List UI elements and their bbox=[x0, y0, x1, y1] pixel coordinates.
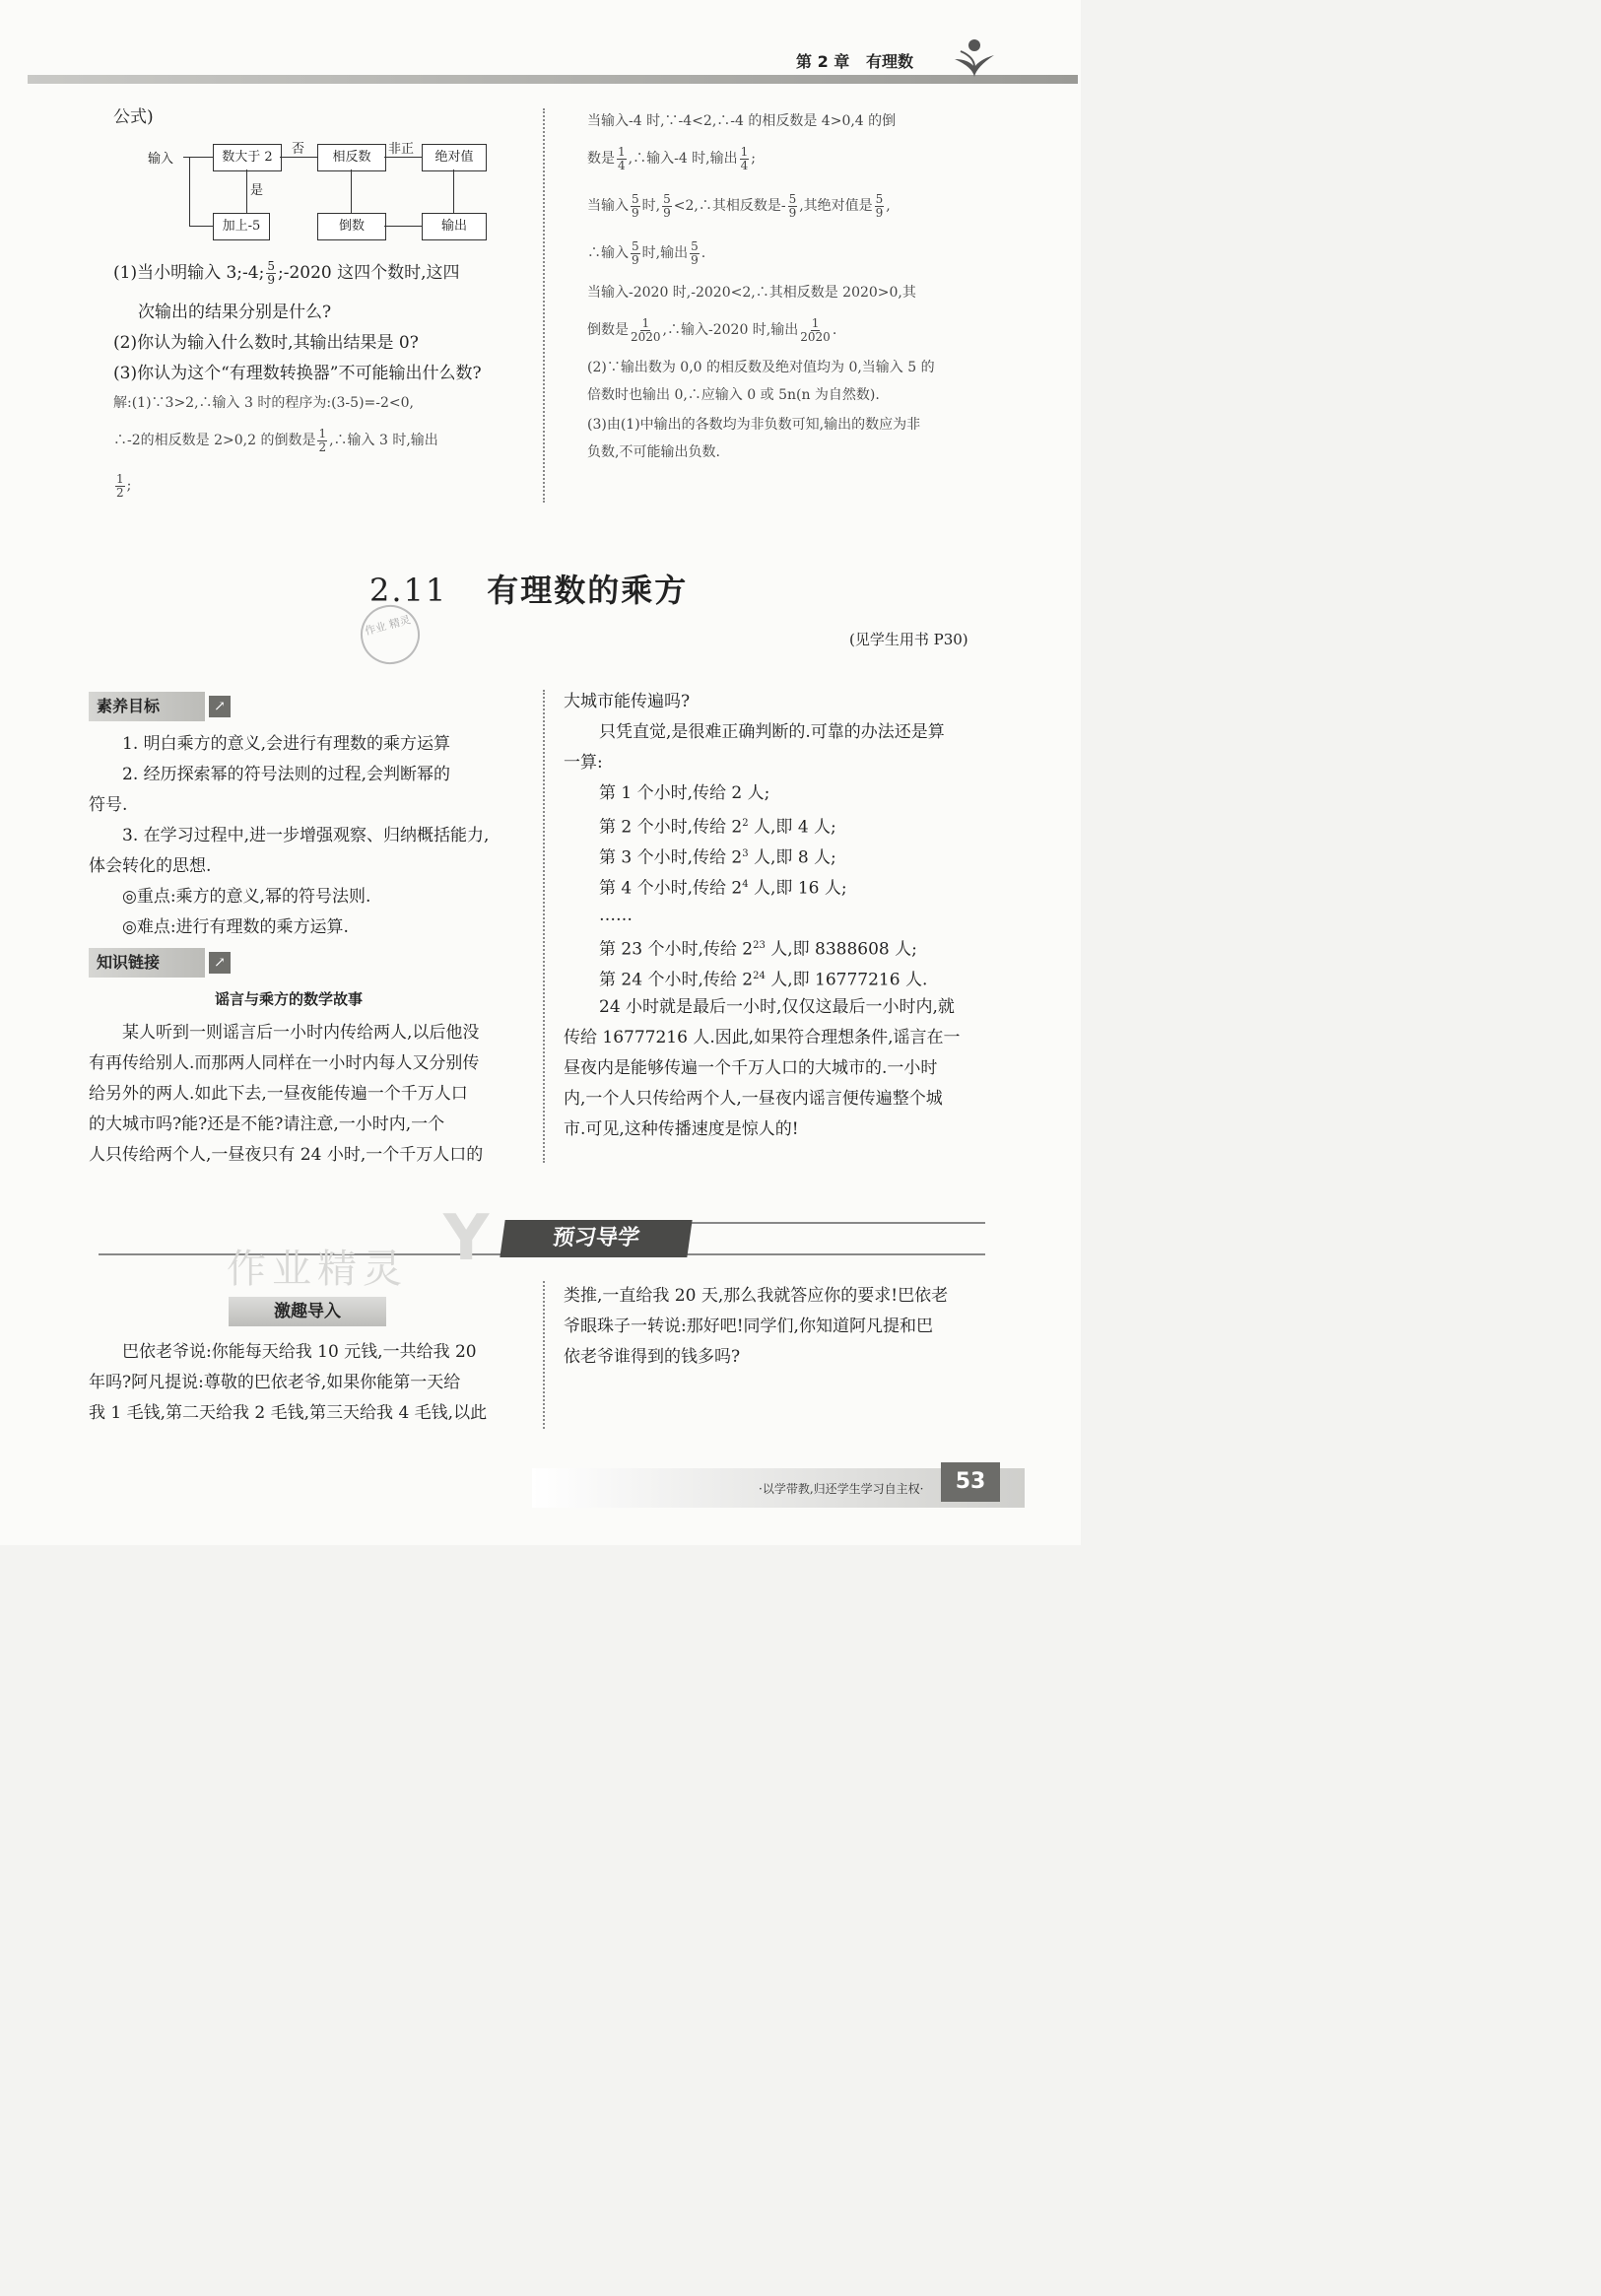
section-number: 2.11 bbox=[369, 572, 448, 609]
conclusion-4: 内,一个人只传给两个人,一昼夜内谣言便传遍整个城 bbox=[564, 1089, 943, 1109]
answer-line-1: 大城市能传遍吗? bbox=[564, 692, 691, 711]
flow-condition-box: 数大于 2 bbox=[213, 144, 282, 171]
section-title bbox=[369, 566, 688, 611]
preview-banner: 预习导学 bbox=[500, 1220, 692, 1257]
solution-r5: 当输入-2020 时,-2020<2,∴其相反数是 2020>0,其 bbox=[587, 285, 916, 301]
q1-text-b: ;-2020 这四个数时,这四 bbox=[277, 263, 460, 283]
flow-opposite-box: 相反数 bbox=[317, 144, 386, 171]
knowledge-link-tag: 知识链接 bbox=[89, 948, 205, 978]
flow-input-label: 输入 bbox=[148, 152, 174, 167]
goal-1: 1. 明白乘方的意义,会进行有理数的乘方运算 bbox=[122, 734, 451, 754]
fraction-1-4: $\frac{1}{4}$ bbox=[618, 144, 626, 172]
story-title: 谣言与乘方的数学故事 bbox=[215, 990, 364, 1008]
question-2: (2)你认为输入什么数时,其输出结果是 0? bbox=[113, 333, 419, 353]
flow-yes-label: 是 bbox=[250, 183, 264, 198]
section-name: 有理数的乘方 bbox=[487, 572, 689, 609]
story-line-1: 某人听到一则谣言后一小时内传给两人,以后他没 bbox=[122, 1023, 480, 1043]
flow-add-box: 加上-5 bbox=[213, 213, 270, 240]
hour-1: 第 1 个小时,传给 2 人; bbox=[599, 783, 770, 803]
story-b-line-5: 爷眼珠子一转说:那好吧!同学们,你知道阿凡提和巴 bbox=[564, 1317, 933, 1336]
solution-r8: 倍数时也输出 0,∴应输入 0 或 5n(n 为自然数). bbox=[587, 387, 880, 403]
solution-r10: 负数,不可能输出负数. bbox=[587, 444, 720, 460]
header-band bbox=[28, 75, 1078, 84]
intro-text: 公式) bbox=[113, 107, 154, 127]
solution-line-1: 解:(1)∵3>2,∴输入 3 时的程序为:(3-5)=-2<0, bbox=[113, 395, 414, 411]
fraction-1-2: $\frac{1}{2}$ bbox=[116, 471, 124, 500]
story-b-line-4: 类推,一直给我 20 天,那么我就答应你的要求!巴依老 bbox=[564, 1286, 949, 1306]
answer-line-3: 一算: bbox=[564, 753, 603, 773]
ellipsis: …… bbox=[599, 906, 633, 925]
key-point: ◎重点:乘方的意义,幂的符号法则. bbox=[122, 887, 371, 907]
textbook-page bbox=[0, 0, 1081, 1545]
preview-rule bbox=[690, 1222, 985, 1224]
story-line-3: 给另外的两人.如此下去,一昼夜能传遍一个千万人口 bbox=[89, 1084, 468, 1104]
flow-arrow bbox=[453, 169, 454, 213]
story-b-line-2: 年吗?阿凡提说:尊敬的巴依老爷,如果你能第一天给 bbox=[89, 1373, 461, 1392]
hour-2: 第 2 个小时,传给 $2^2$ 人,即 4 人; bbox=[599, 817, 836, 838]
column-divider bbox=[543, 108, 545, 503]
student-book-ref: (见学生用书 P30) bbox=[849, 631, 968, 648]
flow-arrow bbox=[189, 226, 213, 227]
flow-no-label: 否 bbox=[292, 142, 305, 157]
story-line-5: 人只传给两个人,一昼夜只有 24 小时,一个千万人口的 bbox=[89, 1145, 484, 1165]
flow-arrow bbox=[384, 157, 422, 158]
footer-motto: ·以学带教,归还学生学习自主权· bbox=[759, 1482, 924, 1496]
flow-arrow bbox=[384, 226, 422, 227]
flow-arrow bbox=[183, 157, 213, 158]
fraction-5-9: $\frac{5}{9}$ bbox=[267, 259, 275, 287]
hour-24: 第 24 个小时,传给 $2^{24}$ 人,即 16777216 人. bbox=[599, 970, 928, 990]
solution-r2: 数是 $\frac{1}{4}$ ,∴输入-4 时,输出 $\frac{1}{4}$ ; bbox=[587, 144, 756, 172]
answer-line-2: 只凭直觉,是很难正确判断的.可靠的办法还是算 bbox=[599, 722, 945, 742]
goal-2: 2. 经历探索幂的符号法则的过程,会判断幂的 bbox=[122, 765, 451, 784]
hour-23: 第 23 个小时,传给 $2^{23}$ 人,即 8388608 人; bbox=[599, 939, 917, 960]
goal-2-cont: 符号. bbox=[89, 795, 128, 815]
flow-arrow bbox=[351, 169, 352, 213]
flow-abs-box: 绝对值 bbox=[422, 144, 487, 171]
watermark: 作业精灵 bbox=[227, 1247, 408, 1292]
flow-arrow bbox=[280, 157, 317, 158]
flow-output-box: 输出 bbox=[422, 213, 487, 240]
fraction-1-2: $\frac{1}{2}$ bbox=[318, 426, 327, 454]
goal-3-cont: 体会转化的思想. bbox=[89, 856, 212, 876]
flow-loop-line bbox=[189, 157, 190, 226]
question-1 bbox=[113, 258, 460, 288]
story-b-line-3: 我 1 毛钱,第二天给我 2 毛钱,第三天给我 4 毛钱,以此 bbox=[89, 1403, 488, 1423]
conclusion-1: 24 小时就是最后一小时,仅仅这最后一小时内,就 bbox=[599, 997, 955, 1017]
question-1-cont: 次输出的结果分别是什么? bbox=[138, 303, 332, 322]
stamp-seal: 作业 精灵 bbox=[354, 598, 426, 670]
chapter-title: 有理数 bbox=[866, 52, 914, 71]
question-3: (3)你认为这个“有理数转换器”不可能输出什么数? bbox=[113, 364, 482, 383]
conclusion-5: 市.可见,这种传播速度是惊人的! bbox=[564, 1119, 799, 1139]
arrow-icon: ↗ bbox=[209, 696, 231, 717]
difficult-point: ◎难点:进行有理数的乘方运算. bbox=[122, 917, 349, 937]
chapter-header bbox=[796, 49, 913, 72]
solution-line-2: ∴-2的相反数是 2>0,2 的倒数是 $\frac{1}{2}$ ,∴输入 3 时,输出 bbox=[113, 426, 438, 454]
q1-text-a: (1)当小明输入 3;-4; bbox=[113, 263, 265, 283]
hour-4: 第 4 个小时,传给 $2^4$ 人,即 16 人; bbox=[599, 878, 847, 899]
story-b-line-1: 巴依老爷说:你能每天给我 10 元钱,一共给我 20 bbox=[122, 1342, 477, 1362]
solution-r3: 当输入 $\frac{5}{9}$ 时, $\frac{5}{9}$ <2,∴其相反数是- $\frac{5}{9}$ ,其绝对值是 $\frac{5}{9}$ , bbox=[587, 191, 891, 220]
goals-tag: 素养目标 bbox=[89, 692, 205, 721]
solution-r9: (3)由(1)中输出的各数均为非负数可知,输出的数应为非 bbox=[587, 417, 921, 433]
goal-3: 3. 在学习过程中,进一步增强观察、归纳概括能力, bbox=[122, 826, 490, 845]
hour-3: 第 3 个小时,传给 $2^3$ 人,即 8 人; bbox=[599, 847, 836, 868]
column-divider bbox=[543, 1281, 545, 1429]
solution-line-3: $\frac{1}{2}$ ; bbox=[116, 471, 132, 500]
solution-r1: 当输入-4 时,∵-4<2,∴-4 的相反数是 4>0,4 的倒 bbox=[587, 113, 897, 129]
solution-r4: ∴输入 $\frac{5}{9}$ 时,输出 $\frac{5}{9}$ . bbox=[587, 238, 706, 267]
flow-not-positive-label: 非正 bbox=[388, 142, 415, 157]
flow-reciprocal-box: 倒数 bbox=[317, 213, 386, 240]
chapter-number: 第 2 章 bbox=[796, 52, 850, 71]
preview-letter: Y bbox=[443, 1202, 490, 1275]
arrow-icon: ↗ bbox=[209, 952, 231, 974]
story-line-2: 有再传给别人.而那两人同样在一小时内每人又分别传 bbox=[89, 1053, 480, 1073]
book-logo-icon bbox=[951, 37, 996, 77]
story-b-line-6: 依老爷谁得到的钱多吗? bbox=[564, 1347, 741, 1367]
conclusion-3: 昼夜内是能够传遍一个千万人口的大城市的.一小时 bbox=[564, 1058, 938, 1078]
fraction-1-4: $\frac{1}{4}$ bbox=[740, 144, 749, 172]
story-line-4: 的大城市吗?能?还是不能?请注意,一小时内,一个 bbox=[89, 1114, 445, 1134]
solution-r7: (2)∵输出数为 0,0 的相反数及绝对值均为 0,当输入 5 的 bbox=[587, 360, 935, 375]
conclusion-2: 传给 16777216 人.因此,如果符合理想条件,谣言在一 bbox=[564, 1028, 961, 1047]
section-ribbon: 激趣导入 bbox=[229, 1297, 386, 1326]
page-number: 53 bbox=[941, 1462, 1000, 1502]
solution-r6: 倒数是 $\frac{1}{2020}$ ,∴输入-2020 时,输出 $\frac{1}{2020}$ . bbox=[587, 315, 837, 344]
flow-arrow bbox=[246, 169, 247, 213]
column-divider bbox=[543, 690, 545, 1163]
